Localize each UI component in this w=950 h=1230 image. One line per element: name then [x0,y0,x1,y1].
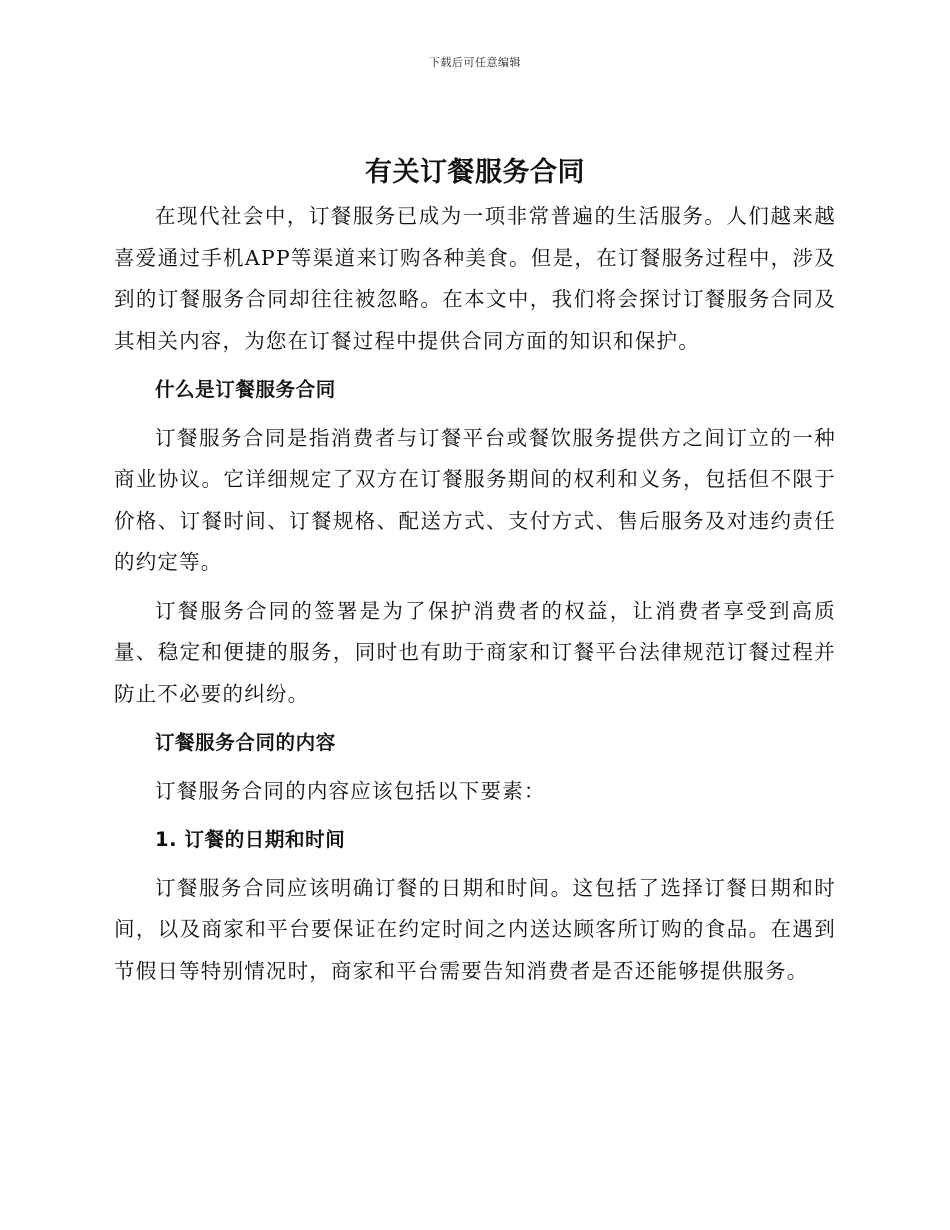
section-heading-what: 什么是订餐服务合同 [154,378,336,401]
purpose-paragraph: 订餐服务合同的签署是为了保护消费者的权益，让消费者享受到高质量、稳定和便捷的服务，同时也有助于商家和订餐平台法律规范订餐过程并防止不必要的纠纷。 [114,598,836,706]
definition-paragraph: 订餐服务合同是指消费者与订餐平台或餐饮服务提供方之间订立的一种商业协议。它详细规定了双方在订餐服务期间的权利和义务，包括但不限于价格、订餐时间、订餐规格、配送方式、支付方式、售后服务及对违约责任的约定等。 [114,425,836,574]
intro-paragraph: 在现代社会中，订餐服务已成为一项非常普遍的生活服务。人们越来越喜爱通过手机APP等渠道来订购各种美食。但是，在订餐服务过程中，涉及到的订餐服务合同却往往被忽略。在本文中，我们将会探讨订餐服务合同及其相关内容，为您在订餐过程中提供合同方面的知识和保护。 [114,204,836,353]
document-body [114,196,836,999]
date-time-paragraph: 订餐服务合同应该明确订餐的日期和时间。这包括了选择订餐日期和时间，以及商家和平台要保证在约定时间之内送达顾客所订购的食品。在遇到节假日等特别情况时，商家和平台需要告知消费者是否还能够提供服务。 [114,875,836,983]
subsection-heading-date-time: 1. 订餐的日期和时间 [154,828,346,851]
content-intro-paragraph: 订餐服务合同的内容应该包括以下要素： [155,778,546,803]
document-title: 有关订餐服务合同 [365,157,585,188]
section-heading-content: 订餐服务合同的内容 [154,731,336,754]
header-note: 下载后可任意编辑 [429,56,521,69]
